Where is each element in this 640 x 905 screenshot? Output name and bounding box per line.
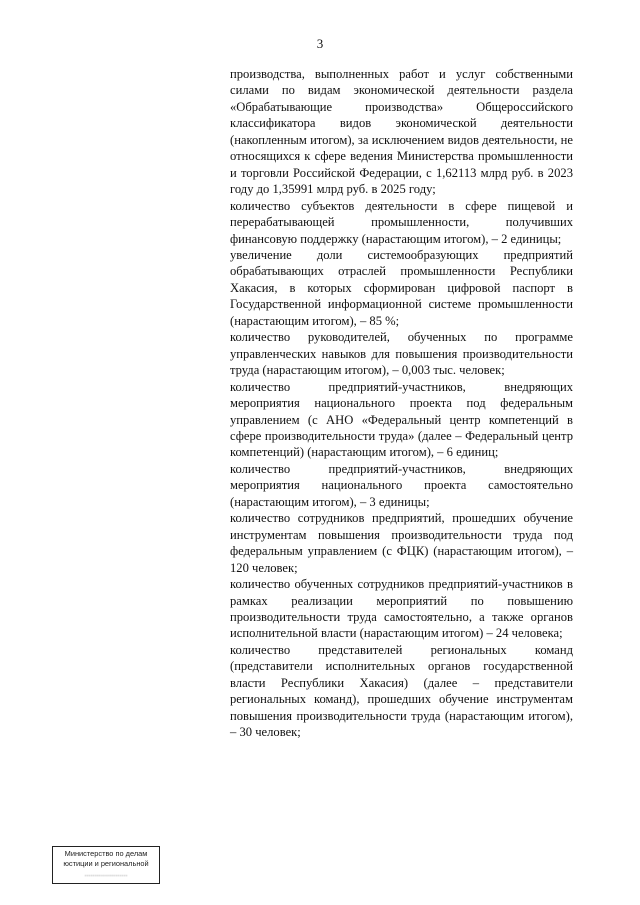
stamp-line: юстиции и региональной bbox=[63, 859, 149, 868]
stamp-line: ..................... bbox=[84, 869, 128, 878]
paragraph: количество обученных сотрудников предприятий-участников в рамках реализации мероприятий по повышению производительности труда самостоятельно, а также органов исполнительной власти (нарастающим итогом) – 24 человека; bbox=[230, 577, 573, 641]
paragraph: увеличение доли системообразующих предприятий обрабатывающих отраслей промышленности Республики Хакасия, в которых сформирован цифровой паспорт в Государственной информационной системе промышленности (нарастающим итогом), – 85 %; bbox=[230, 247, 573, 328]
paragraph: количество сотрудников предприятий, прошедших обучение инструментам повышения производительности труда под федеральным управлением (с ФЦК) (нарастающим итогом), – 120 человек; bbox=[230, 511, 573, 575]
paragraph: количество предприятий-участников, внедряющих мероприятия национального проекта под федеральным управлением (с АНО «Федеральный центр компетенций в сфере производительности труда» (далее – Федеральный центр компетенций) (нарастающим итогом), – 6 единиц; bbox=[230, 379, 573, 460]
paragraph: количество руководителей, обученных по программе управленческих навыков для повышения производительности труда (нарастающим итогом), – 0,003 тыс. человек; bbox=[230, 330, 573, 378]
registration-stamp bbox=[52, 846, 160, 884]
stamp-line: Министерство по делам bbox=[64, 849, 148, 858]
paragraph: количество субъектов деятельности в сфере пищевой и перерабатывающей промышленности, получивших финансовую поддержку (нарастающим итогом), – 2 единицы; bbox=[230, 198, 573, 246]
page-number: 3 bbox=[316, 36, 324, 51]
paragraph: количество предприятий-участников, внедряющих мероприятия национального проекта самостоятельно (нарастающим итогом), – 3 единицы; bbox=[230, 461, 573, 509]
paragraph: количество представителей региональных команд (представители исполнительных органов государственной власти Республики Хакасия) (далее – представители региональных команд), прошедших обучение инструментам повышения производительности труда (нарастающим итогом), – 30 человек; bbox=[230, 642, 573, 740]
paragraph: производства, выполненных работ и услуг собственными силами по видам экономической деятельности раздела «Обрабатывающие производства» Общероссийского классификатора видов экономической деятельности (накопленным итогом), за исключением видов деятельности, не относящихся к сфере ведения Министерства промышленности и торговли Российской Федерации, с 1,62113 млрд руб. в 2023 году до 1,35991 млрд руб. в 2025 году; bbox=[230, 67, 573, 197]
body-text bbox=[230, 66, 573, 741]
